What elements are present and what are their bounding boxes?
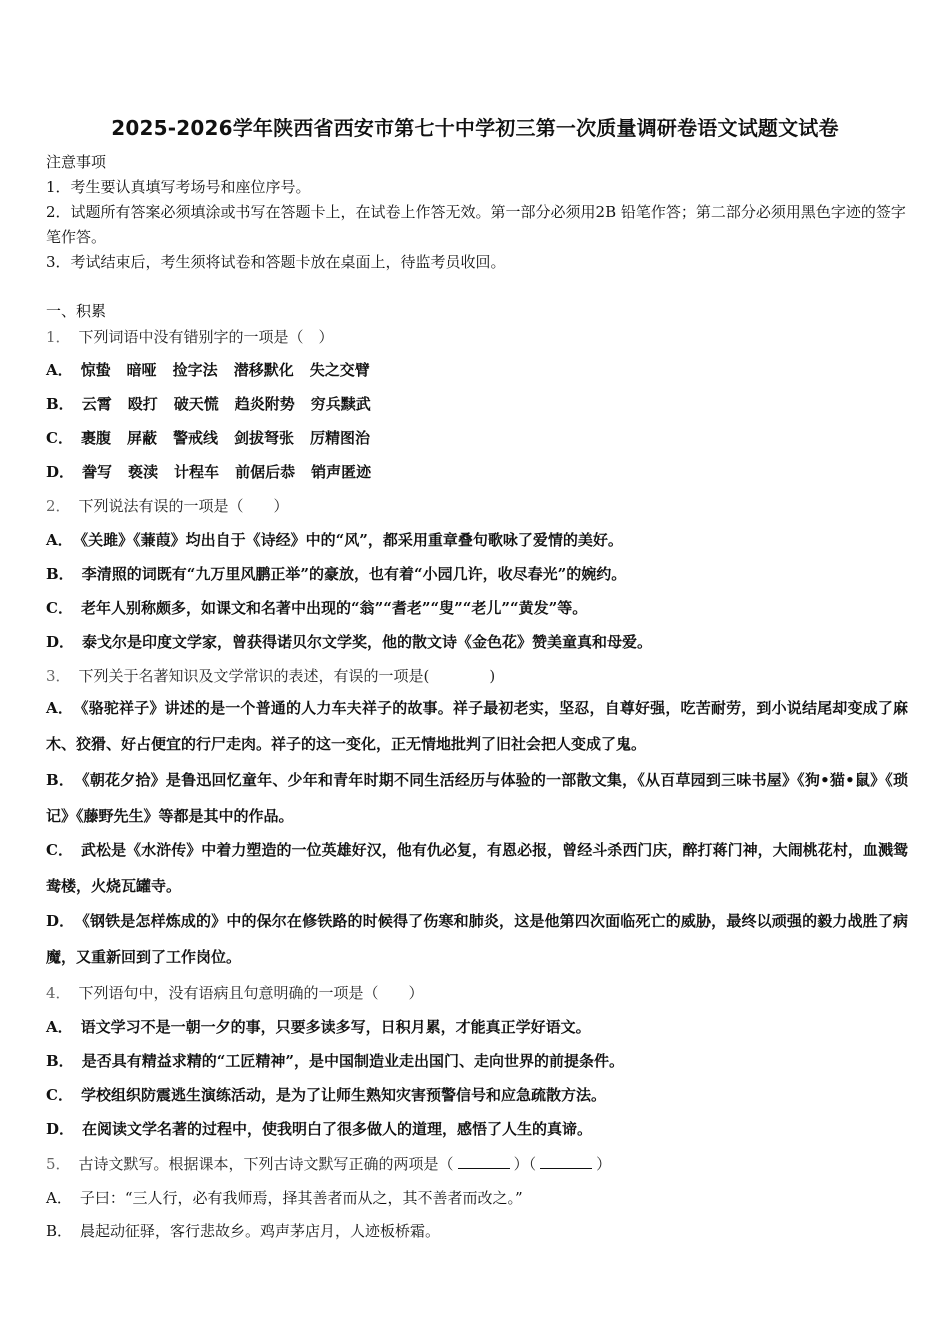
notice-item: 3．考试结束后，考生须将试卷和答题卡放在桌面上，待监考员收回。 xyxy=(46,253,506,271)
option-letter: A． xyxy=(46,699,73,717)
option-word: 暗哑 xyxy=(126,361,157,379)
option-word: 亵渎 xyxy=(128,463,159,481)
option-letter: B． xyxy=(46,395,74,413)
option-text: 子曰：“三人行，必有我师焉，择其善者而从之，其不善者而改之。” xyxy=(79,1189,523,1207)
page-title: 2025-2026学年陕西省西安市第七十中学初三第一次质量调研卷语文试题文试卷 xyxy=(111,116,839,140)
notice-item: 1．考生要认真填写考场号和座位序号。 xyxy=(46,178,311,196)
option-text: 《钢铁是怎样炼成的》中的保尔在修铁路的时候得了伤寒和肺炎，这是他第四次面临死亡的威胁，最终以顽强的毅力战胜了病魔，又重新回到了工作岗位。 xyxy=(46,912,908,966)
option-word: 前倨后恭 xyxy=(235,463,296,481)
question-number: 5． xyxy=(46,1155,71,1173)
option-letter: C． xyxy=(46,841,74,859)
option-letter: D． xyxy=(46,1120,75,1138)
option-word: 厉精图治 xyxy=(310,429,371,447)
option-row xyxy=(46,631,908,652)
option-word: 计程车 xyxy=(174,463,220,481)
option-row xyxy=(46,1084,908,1105)
option-word: 警戒线 xyxy=(172,429,218,447)
question-text: 下列词语中没有错别字的一项是（ ） xyxy=(78,328,334,346)
option-word: 销声匿迹 xyxy=(311,463,372,481)
option-text: 《关雎》《蒹葭》均出自于《诗经》中的“风”，都采用重章叠句歌咏了爱情的美好。 xyxy=(80,531,623,549)
option-letter: D． xyxy=(46,912,75,930)
option-letter: C． xyxy=(46,429,73,447)
option-row xyxy=(46,1220,908,1241)
option-text: 晨起动征驿，客行悲故乡。鸡声茅店月，人迹板桥霜。 xyxy=(80,1222,441,1240)
question-number: 4． xyxy=(46,984,71,1002)
option-letter: C． xyxy=(46,1086,73,1104)
option-letter: D． xyxy=(46,463,75,481)
notice-section xyxy=(46,150,908,275)
question-stem xyxy=(46,982,908,1003)
question-text: 下列语句中，没有语病且句意明确的一项是（ ） xyxy=(78,984,424,1002)
option-text: 老年人别称颇多，如课文和名著中出现的“翁”“耆老”“叟”“老儿”“黄发”等。 xyxy=(80,599,588,617)
question-text: 下列关于名著知识及文学常识的表述，有误的一项是( ) xyxy=(78,667,496,685)
option-text: 语文学习不是一朝一夕的事，只要多读多写，日积月累，才能真正学好语文。 xyxy=(80,1018,591,1036)
option-row xyxy=(46,393,908,414)
option-word: 殴打 xyxy=(127,395,158,413)
option-word: 裹腹 xyxy=(80,429,111,447)
question-stem xyxy=(46,665,908,686)
notice-item: 2．试题所有答案必须填涂或书写在答题卡上，在试卷上作答无效。第一部分必须用2B 铅笔作答；第二部分必须用黑色字迹的签字笔作答。 xyxy=(46,203,906,246)
option-text: 泰戈尔是印度文学家，曾获得诺贝尔文学奖，他的散文诗《金色花》赞美童真和母爱。 xyxy=(82,633,653,651)
option-letter: B． xyxy=(46,771,75,789)
option-paragraph xyxy=(46,832,908,904)
option-text: 是否具有精益求精的“工匠精神”，是中国制造业走出国门、走向世界的前提条件。 xyxy=(81,1052,624,1070)
option-word: 惊蛰 xyxy=(80,361,111,379)
option-word: 云霄 xyxy=(81,395,112,413)
option-row xyxy=(46,1016,908,1037)
question-text: ） xyxy=(596,1155,612,1173)
option-word: 趋炎附势 xyxy=(234,395,295,413)
option-row xyxy=(46,461,908,482)
option-letter: A． xyxy=(46,1189,72,1207)
option-paragraph xyxy=(46,762,908,834)
section-heading: 一、积累 xyxy=(46,302,107,320)
option-row xyxy=(46,427,908,448)
option-row xyxy=(46,597,908,618)
option-word: 穷兵黩武 xyxy=(310,395,371,413)
option-row xyxy=(46,529,908,550)
option-letter: A． xyxy=(46,531,73,549)
option-letter: B． xyxy=(46,1052,74,1070)
question-stem xyxy=(46,1153,908,1174)
option-row xyxy=(46,563,908,584)
option-letter: C． xyxy=(46,599,73,617)
question-number: 3． xyxy=(46,667,71,685)
option-row xyxy=(46,359,908,380)
option-text: 李清照的词既有“九万里风鹏正举”的豪放，也有着“小园几许，收尽春光”的婉约。 xyxy=(81,565,627,583)
notice-heading: 注意事项 xyxy=(46,153,107,171)
question-text: 古诗文默写。根据课本，下列古诗文默写正确的两项是（ xyxy=(78,1155,454,1173)
option-letter: A． xyxy=(46,361,73,379)
question-text: 下列说法有误的一项是（ ） xyxy=(78,497,289,515)
answer-blank[interactable] xyxy=(458,1154,510,1169)
option-word: 誊写 xyxy=(82,463,113,481)
option-paragraph xyxy=(46,690,908,762)
option-letter: B． xyxy=(46,565,74,583)
option-word: 剑拔弩张 xyxy=(234,429,295,447)
option-letter: D． xyxy=(46,633,75,651)
option-word: 捡字法 xyxy=(172,361,218,379)
option-paragraph xyxy=(46,903,908,975)
option-text: 《骆驼祥子》讲述的是一个普通的人力车夫祥子的故事。祥子最初老实，坚忍，自尊好强，吃苦耐劳，到小说结尾却变成了麻木、狡猾、好占便宜的行尸走肉。祥子的这一变化，正无情地批判了旧社会把人变成了鬼。 xyxy=(46,699,908,753)
option-word: 失之交臂 xyxy=(309,361,370,379)
question-stem xyxy=(46,495,908,516)
option-word: 屏蔽 xyxy=(126,429,157,447)
option-row xyxy=(46,1187,908,1208)
option-text: 学校组织防震逃生演练活动，是为了让师生熟知灾害预警信号和应急疏散方法。 xyxy=(80,1086,606,1104)
question-text: ）（ xyxy=(513,1155,537,1173)
option-word: 破天慌 xyxy=(173,395,219,413)
option-row xyxy=(46,1118,908,1139)
option-letter: B． xyxy=(46,1222,73,1240)
question-stem xyxy=(46,326,908,347)
question-number: 1． xyxy=(46,328,71,346)
option-text: 《朝花夕拾》是鲁迅回忆童年、少年和青年时期不同生活经历与体验的一部散文集，《从百草园到三味书屋》《狗•猫•鼠》《琐记》《藤野先生》等都是其中的作品。 xyxy=(46,771,908,825)
option-text: 武松是《水浒传》中着力塑造的一位英雄好汉，他有仇必复，有恩必报，曾经斗杀西门庆，醉打蒋门神，大闹桃花村，血溅鸳鸯楼，火烧瓦罐寺。 xyxy=(46,841,908,895)
option-text: 在阅读文学名著的过程中，使我明白了很多做人的道理，感悟了人生的真谛。 xyxy=(82,1120,593,1138)
question-number: 2． xyxy=(46,497,71,515)
answer-blank[interactable] xyxy=(540,1154,592,1169)
option-row xyxy=(46,1050,908,1071)
option-word: 潜移默化 xyxy=(233,361,294,379)
option-letter: A． xyxy=(46,1018,73,1036)
